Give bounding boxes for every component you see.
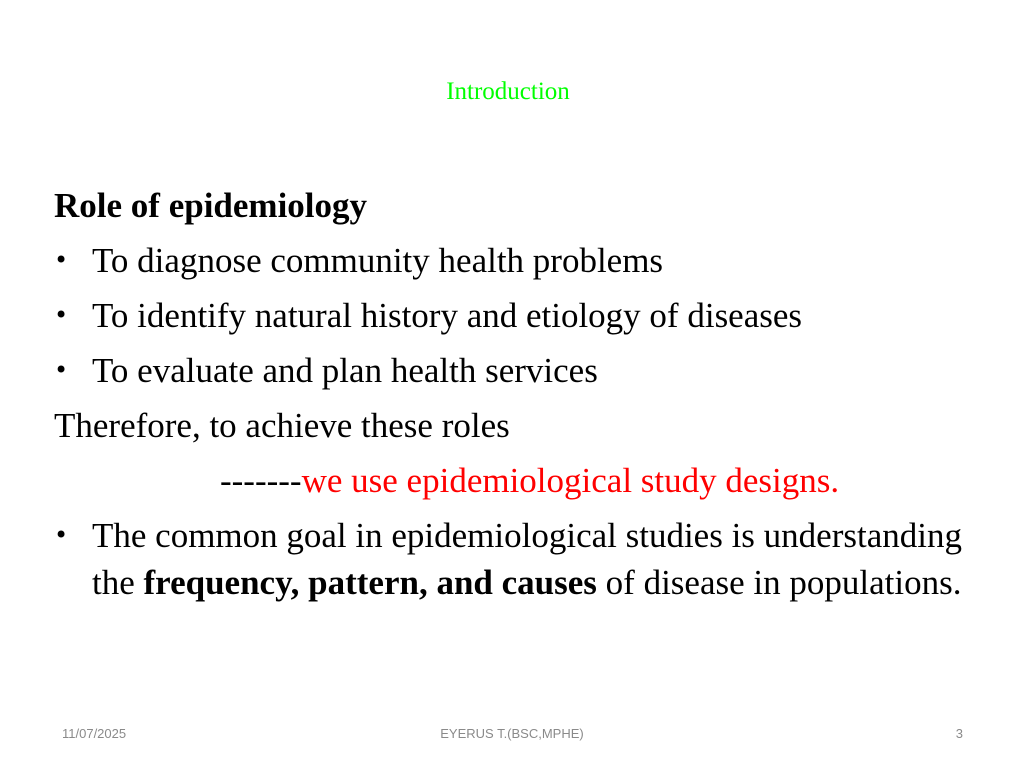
footer-date: 11/07/2025	[62, 726, 127, 741]
bullet-item	[54, 288, 974, 343]
study-designs-text: we use epidemiological study designs.	[301, 461, 840, 500]
slide-content	[54, 178, 974, 606]
therefore-text: Therefore, to achieve these roles	[54, 406, 510, 445]
study-designs-line	[54, 453, 974, 508]
bullet-text: To diagnose community health problems	[92, 241, 664, 280]
goal-emphasis: frequency, pattern, and causes	[143, 563, 597, 602]
goal-suffix: of disease in populations.	[596, 563, 962, 602]
bullet-item	[54, 343, 974, 398]
bullet-text: To identify natural history and etiology of diseases	[92, 296, 803, 335]
bullet-icon: •	[54, 301, 69, 329]
goal-text	[92, 512, 974, 606]
dashes: -------	[220, 461, 302, 500]
page-number: 3	[955, 726, 963, 741]
bullet-icon: •	[54, 246, 69, 274]
goal-prefix: The common goal in epidemiological studies is understanding the	[92, 516, 962, 602]
bullet-icon: •	[54, 356, 69, 384]
footer-author: EYERUS T.(BSC,MPHE)	[440, 726, 584, 741]
goal-bullet	[54, 508, 974, 606]
bullet-item	[54, 233, 974, 288]
bullet-text: To evaluate and plan health services	[92, 351, 598, 390]
bullet-icon: •	[54, 521, 69, 549]
slide-title: Introduction	[446, 78, 570, 105]
section-heading: Role of epidemiology	[54, 186, 368, 225]
